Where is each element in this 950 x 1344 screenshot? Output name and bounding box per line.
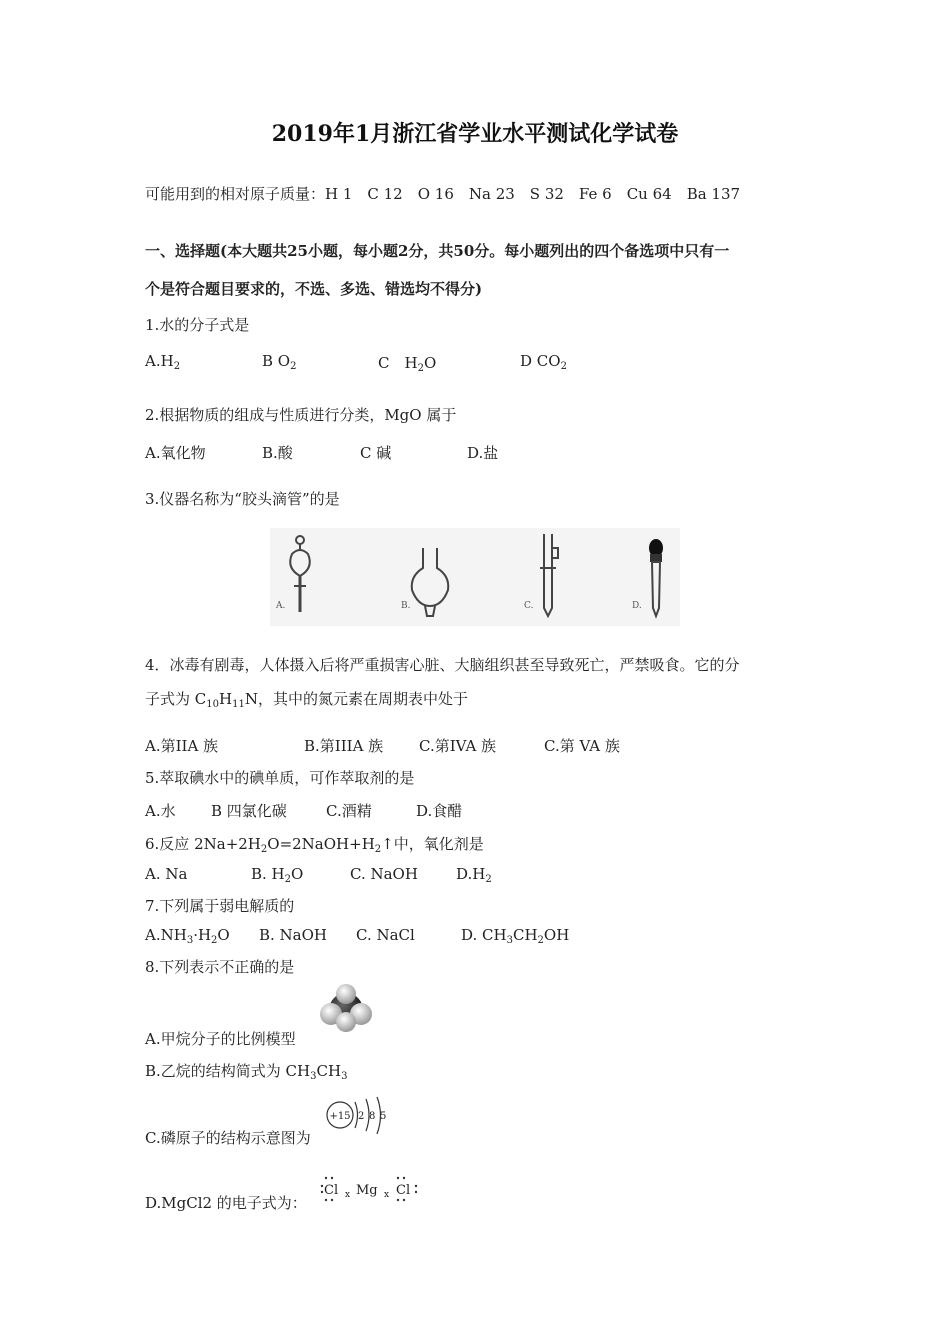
q4-option-d: C.第 VA 族: [544, 737, 620, 755]
q7-option-b: B. NaOH: [259, 926, 328, 944]
q6-stem: 6.反应 $2Na+2H_2O=2NaOH+H_2↑$中，氧化剂是: [145, 835, 484, 855]
atomic-masses: 可能用到的相对原子质量：H 1 C 12 O 16 Na 23 S 32 Fe 6 Cu 64 Ba 137: [145, 185, 741, 203]
electron-cross-right: x: [384, 1190, 390, 1200]
shell-3-electrons: 5: [380, 1111, 387, 1122]
q6-option-b: B. $H_2O$: [251, 865, 304, 885]
q2-stem: 2.根据物质的组成与性质进行分类，MgO 属于: [145, 406, 457, 424]
methane-space-filling-model: [318, 984, 378, 1036]
q8-option-b: B.乙烷的结构简式为 $CH_3CH_3$: [145, 1062, 348, 1082]
q7-option-a: $A.NH_3\cdot H_2O$: [145, 926, 230, 946]
electron-cross-left: x: [345, 1190, 351, 1200]
q1-option-b: B $O_2$: [262, 352, 297, 372]
lewis-cl-left: Cl: [324, 1183, 339, 1198]
nucleus-charge: +15: [329, 1111, 351, 1122]
q3-label-b: B.: [401, 601, 411, 611]
q4-option-a: A.第IIA 族: [145, 737, 219, 755]
q4-option-b: B.第IIIA 族: [304, 737, 384, 755]
mgcl2-electron-formula: [320, 1170, 430, 1204]
q5-option-c: C.酒精: [326, 802, 372, 820]
q5-option-d: D.食醋: [416, 802, 463, 820]
shell-2-electrons: 8: [369, 1111, 376, 1122]
q7-stem: 7.下列属于弱电解质的: [145, 897, 295, 915]
q2-option-a: A.氧化物: [145, 444, 206, 462]
lewis-cl-right: Cl: [396, 1183, 411, 1198]
phosphorus-atom-diagram: [324, 1094, 394, 1142]
q5-option-a: A.水: [145, 802, 176, 820]
q3-label-d: D.: [632, 601, 642, 611]
q3-label-a: A.: [276, 601, 286, 611]
q1-stem: 1.水的分子式是: [145, 316, 250, 334]
q2-option-d: D.盐: [467, 444, 499, 462]
page-title: 2019年1月浙江省学业水平测试化学试卷: [271, 121, 679, 147]
q2-option-c: C 碱: [360, 444, 392, 462]
q6-option-d: $D.H_2$: [456, 865, 492, 885]
section-heading-line2: 个是符合题目要求的，不选、多选、错选均不得分): [145, 280, 483, 298]
q8-option-c: C.磷原子的结构示意图为: [145, 1129, 311, 1147]
q6-option-a: A. Na: [145, 865, 188, 883]
section-heading-line1: 一、选择题(本大题共25小题，每小题2分，共50分。每小题列出的四个备选项中只有一: [145, 242, 730, 260]
q7-option-c: C. NaCl: [356, 926, 415, 944]
q7-option-d: D. $CH_3CH_2OH$: [461, 926, 570, 946]
q6-option-c: C. NaOH: [350, 865, 418, 883]
q4-option-c: C.第IVA 族: [419, 737, 497, 755]
q3-stem: 3.仪器名称为“胶头滴管”的是: [145, 490, 340, 508]
q1-option-c: C $H_2O$: [378, 354, 437, 374]
q3-apparatus-figure: [270, 528, 680, 628]
q5-option-b: B 四氯化碳: [211, 802, 287, 820]
lewis-mg: Mg: [356, 1183, 378, 1198]
q8-option-d: D.MgCl2 的电子式为：: [145, 1194, 307, 1212]
q2-option-b: B.酸: [262, 444, 293, 462]
q8-stem: 8.下列表示不正确的是: [145, 958, 295, 976]
q5-stem: 5.萃取碘水中的碘单质，可作萃取剂的是: [145, 769, 415, 787]
q8-option-a: A.甲烷分子的比例模型: [145, 1030, 296, 1048]
q1-option-d: D $CO_2$: [520, 352, 567, 372]
q1-option-a: $A.H_2$: [145, 352, 181, 372]
q4-stem-line1: 4．冰毒有剧毒，人体摄入后将严重损害心脏、大脑组织甚至导致死亡，严禁吸食。它的分: [145, 656, 740, 674]
q4-stem-line2: 子式为 $C_{10}H_{11}N$，其中的氮元素在周期表中处于: [145, 690, 468, 710]
q3-label-c: C.: [524, 601, 534, 611]
shell-1-electrons: 2: [358, 1111, 365, 1122]
